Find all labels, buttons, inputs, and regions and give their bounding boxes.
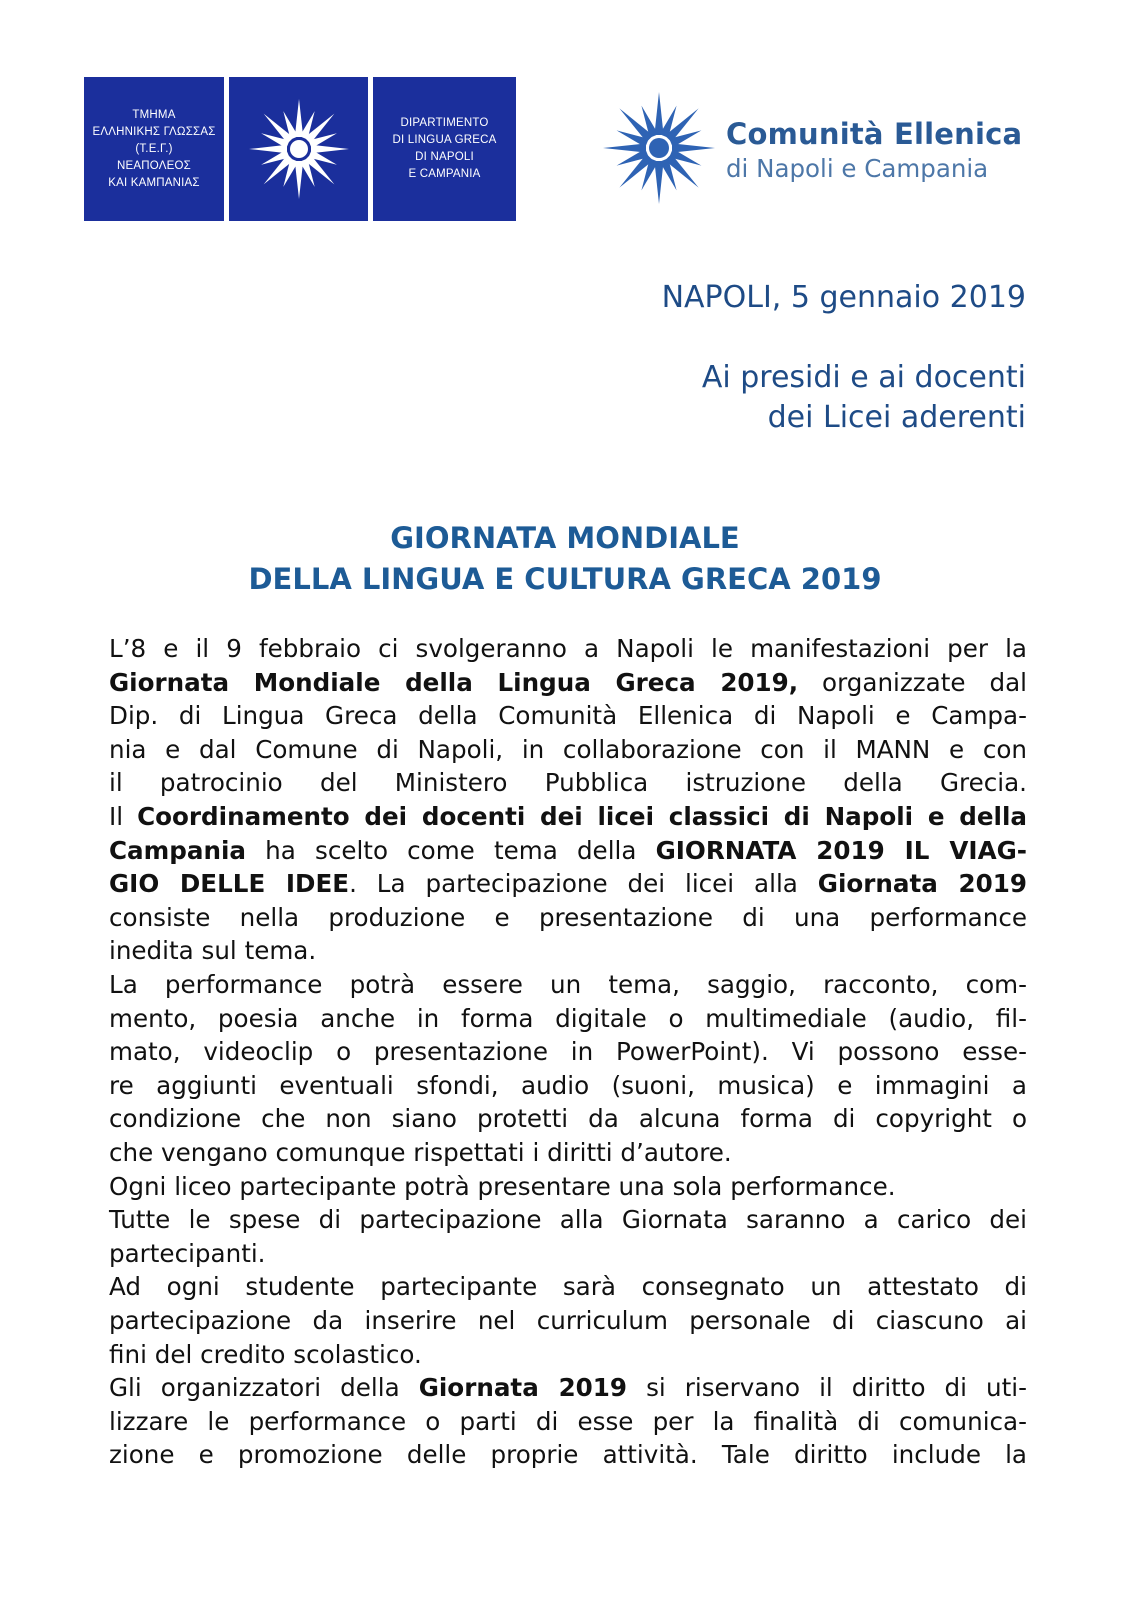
- text-run: partecipanti.: [109, 1238, 266, 1268]
- body-line: [109, 1270, 1027, 1306]
- document-subtitle: DELLA LINGUA E CULTURA GRECA 2019: [248, 562, 882, 596]
- recipient-line: dei Licei aderenti: [767, 400, 1026, 435]
- vergina-sun-icon: [229, 77, 368, 221]
- text-run: mato, videoclip o presentazione in PowerPoint). Vi possono esse-: [109, 1037, 1027, 1067]
- greek-department-name: [84, 77, 224, 221]
- text-run: il patrocinio del Ministero Pubblica istruzione della Grecia.: [109, 768, 1027, 798]
- italian-name-line: DI LINGUA GRECA: [392, 134, 497, 146]
- body-line: [109, 834, 1027, 870]
- text-run: zione e promozione delle proprie attività. Tale diritto include la: [109, 1440, 1027, 1470]
- italian-name-line: E CAMPANIA: [408, 168, 481, 180]
- body-line: [109, 1002, 1027, 1038]
- text-run: L’8 e il 9 febbraio ci svolgeranno a Napoli le manifestazioni per la: [109, 634, 1027, 663]
- body-line: [109, 1237, 1027, 1273]
- bold-text: Coordinamento dei docenti dei licei classici di Napoli e della: [137, 802, 1027, 831]
- text-run: re aggiunti eventuali sfondi, audio (suoni, musica) e immagini a: [109, 1070, 1027, 1100]
- department-logo: [84, 77, 516, 221]
- body-line: [109, 1304, 1027, 1340]
- body-line: [109, 632, 1027, 668]
- text-run: si riservano il diritto di uti-: [627, 1373, 1027, 1403]
- greek-name-line: ΤΜΗΜΑ: [132, 108, 176, 121]
- body-line: [109, 1203, 1027, 1239]
- body-line: [109, 934, 1027, 970]
- bold-text: Giornata 2019: [817, 869, 1027, 899]
- text-run: condizione che non siano protetti da alcuna forma di copyright o: [109, 1104, 1027, 1134]
- text-run: Ogni liceo partecipante potrà presentare una sola performance.: [109, 1171, 896, 1201]
- community-logo: [600, 88, 1030, 210]
- body-line: [109, 1136, 1027, 1172]
- recipient-line: Ai presidi e ai docenti: [701, 360, 1026, 395]
- body-line: [109, 1102, 1027, 1138]
- bold-text: Giornata Mondiale della Lingua Greca 2019,: [109, 667, 799, 697]
- text-run: ha scelto come tema della: [246, 835, 656, 865]
- text-run: lizzare le performance o parti di esse per la finalità di comunica-: [109, 1406, 1027, 1436]
- body-line: [109, 766, 1027, 802]
- bold-text: GIO DELLE IDEE: [109, 869, 350, 899]
- bold-text: Campania: [109, 835, 247, 865]
- body-line: [109, 1035, 1027, 1071]
- text-run: . La partecipazione dei licei alla: [349, 869, 818, 899]
- italian-name-line: DIPARTIMENTO: [400, 117, 489, 129]
- body-line: [109, 1405, 1027, 1441]
- text-run: inedita sul tema.: [109, 936, 317, 966]
- greek-name-line: ΝΕΑΠΟΛΕΟΣ: [117, 159, 191, 172]
- bold-text: GIORNATA 2019 IL VIAG-: [655, 835, 1027, 865]
- body-line: [109, 1338, 1027, 1374]
- body-line: [109, 800, 1027, 836]
- body-line: [109, 1069, 1027, 1105]
- body-line: [109, 1371, 1027, 1407]
- greek-name-line: ΚΑΙ ΚΑΜΠΑΝΙΑΣ: [108, 176, 200, 189]
- text-run: organizzate dal: [798, 667, 1027, 697]
- text-run: Dip. di Lingua Greca della Comunità Ellenica di Napoli e Campa-: [109, 701, 1027, 731]
- vergina-sun-icon: [600, 88, 718, 208]
- community-title: Comunità Ellenica: [726, 117, 1023, 151]
- body-line: [109, 1438, 1027, 1474]
- text-run: Il: [109, 802, 138, 831]
- text-run: Tutte le spese di partecipazione alla Giornata saranno a carico dei: [109, 1205, 1027, 1235]
- body-line: [109, 733, 1027, 769]
- greek-name-line: (Τ.Ε.Γ.): [135, 142, 173, 155]
- letter-date: NAPOLI, 5 gennaio 2019: [661, 280, 1026, 315]
- text-run: Ad ogni studente partecipante sarà consegnato un attestato di: [109, 1272, 1027, 1302]
- body-line: [109, 901, 1027, 937]
- body-line: [109, 968, 1027, 1004]
- text-run: La performance potrà essere un tema, saggio, racconto, com-: [109, 970, 1027, 999]
- italian-department-name: [373, 77, 516, 221]
- text-run: mento, poesia anche in forma digitale o multimediale (audio, fil-: [109, 1003, 1027, 1033]
- bold-text: Giornata 2019: [418, 1373, 628, 1403]
- body-line: [109, 666, 1027, 702]
- document-title: GIORNATA MONDIALE: [390, 521, 740, 555]
- body-line: [109, 867, 1027, 903]
- text-run: consiste nella produzione e presentazione di una performance: [109, 902, 1027, 932]
- greek-name-line: ΕΛΛΗΝΙΚΗΣ ΓΛΩΣΣΑΣ: [92, 125, 216, 138]
- community-subtitle: di Napoli e Campania: [726, 154, 989, 183]
- text-run: fini del credito scolastico.: [109, 1339, 422, 1369]
- italian-name-line: DI NAPOLI: [415, 151, 474, 163]
- text-run: partecipazione da inserire nel curriculum personale di ciascuno ai: [109, 1306, 1027, 1335]
- text-run: che vengano comunque rispettati i diritti d’autore.: [109, 1138, 732, 1167]
- body-line: [109, 1170, 1027, 1206]
- text-run: Gli organizzatori della: [109, 1373, 419, 1403]
- text-run: nia e dal Comune di Napoli, in collaborazione con il MANN e con: [109, 734, 1027, 764]
- body-line: [109, 699, 1027, 735]
